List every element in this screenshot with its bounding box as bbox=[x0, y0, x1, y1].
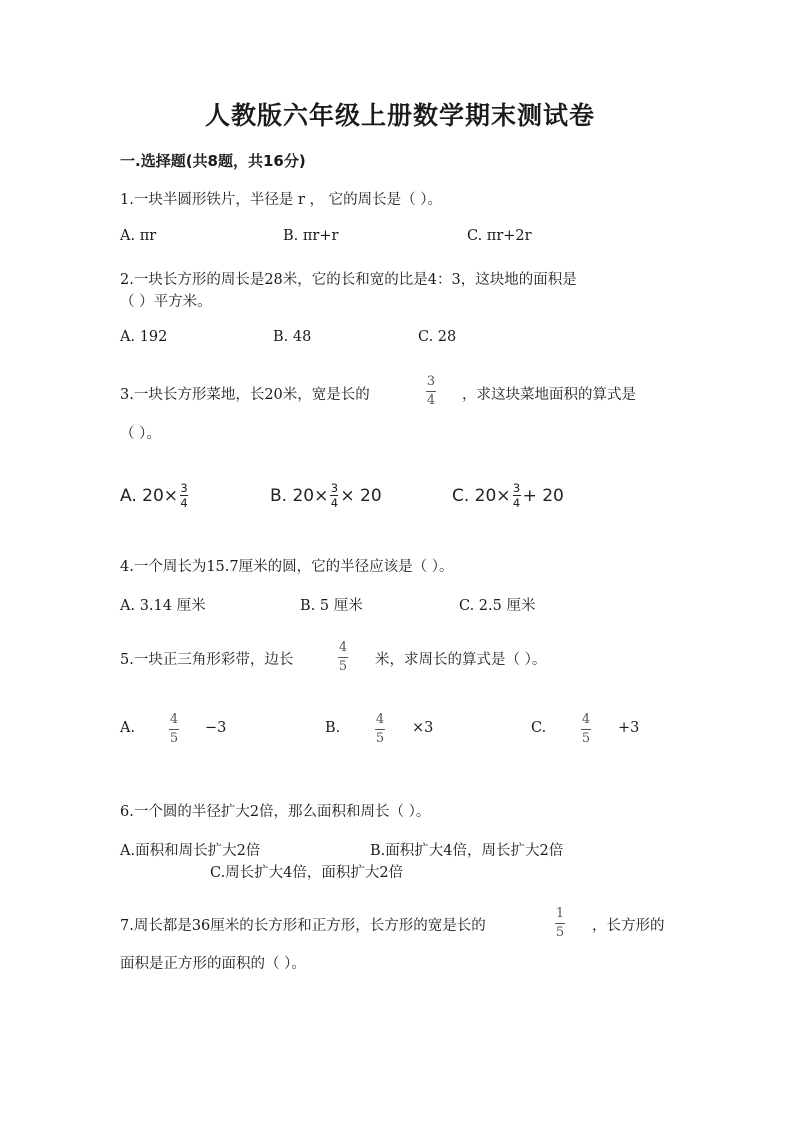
question-7-text-line2: 面积是正方形的面积的（ ）。 bbox=[120, 956, 306, 972]
fraction-denominator: 5 bbox=[338, 659, 348, 674]
fraction-bar bbox=[375, 729, 385, 730]
fraction-numerator: 4 bbox=[581, 712, 591, 727]
question-2-text-line2: （ ）平方米。 bbox=[120, 294, 212, 310]
question-1-text: 1.一块半圆形铁片，半径是 r ， 它的周长是（ ）。 bbox=[120, 192, 442, 208]
question-2-text-line1: 2.一块长方形的周长是28米，它的长和宽的比是4：3，这块地的面积是 bbox=[120, 272, 577, 288]
question-5-option-c-tail[interactable]: +3 bbox=[618, 720, 640, 736]
question-6-option-a[interactable]: A.面积和周长扩大2倍 bbox=[120, 843, 261, 859]
question-1-option-c[interactable]: C. πr+2r bbox=[467, 228, 532, 244]
fraction-numerator: 4 bbox=[169, 712, 179, 727]
question-5-option-b-tail[interactable]: ×3 bbox=[412, 720, 434, 736]
fraction-bar bbox=[581, 729, 591, 730]
question-3-option-b[interactable] bbox=[270, 482, 382, 509]
question-6-text: 6.一个圆的半径扩大2倍，那么面积和周长（ ）。 bbox=[120, 804, 431, 820]
option-expression: C. 20× bbox=[452, 485, 511, 506]
fraction-bar bbox=[426, 391, 436, 392]
question-7-fraction bbox=[555, 907, 565, 940]
fraction-denominator: 5 bbox=[169, 731, 179, 746]
question-5-option-a-label[interactable]: A. bbox=[120, 720, 136, 736]
fraction-denominator: 5 bbox=[555, 925, 565, 940]
fraction-numerator: 3 bbox=[512, 481, 521, 495]
question-2-option-c[interactable]: C. 28 bbox=[418, 329, 457, 345]
option-expression-tail: × 20 bbox=[340, 485, 382, 506]
question-2-option-b[interactable]: B. 48 bbox=[273, 329, 312, 345]
question-3-text-line2: （ ）。 bbox=[120, 426, 161, 442]
question-5-option-a-fraction bbox=[169, 713, 179, 746]
fraction-numerator: 4 bbox=[375, 712, 385, 727]
question-3-option-c[interactable] bbox=[452, 482, 564, 509]
question-5-option-b-fraction bbox=[375, 713, 385, 746]
question-7-text-post: ，长方形的 bbox=[592, 918, 665, 934]
question-5-fraction bbox=[338, 641, 348, 674]
fraction-denominator: 4 bbox=[180, 496, 188, 510]
question-7-text-pre: 7.周长都是36厘米的长方形和正方形，长方形的宽是长的 bbox=[120, 918, 486, 934]
fraction-denominator: 4 bbox=[512, 496, 521, 510]
fraction-numerator: 3 bbox=[426, 374, 436, 389]
fraction-numerator: 1 bbox=[555, 906, 565, 921]
question-5-text-post: 米，求周长的算式是（ ）。 bbox=[375, 652, 547, 668]
option-expression: B. 20× bbox=[270, 485, 329, 506]
question-4-option-b[interactable]: B. 5 厘米 bbox=[300, 598, 363, 614]
question-5-option-b-label[interactable]: B. bbox=[325, 720, 341, 736]
option-fraction bbox=[513, 482, 521, 509]
fraction-denominator: 5 bbox=[581, 731, 591, 746]
option-expression-tail: + 20 bbox=[522, 485, 564, 506]
question-4-option-a[interactable]: A. 3.14 厘米 bbox=[120, 598, 206, 614]
fraction-bar bbox=[555, 923, 565, 924]
fraction-bar bbox=[169, 729, 179, 730]
question-5-option-c-fraction bbox=[581, 713, 591, 746]
question-5-text-pre: 5.一块正三角形彩带，边长 bbox=[120, 652, 294, 668]
question-3-text-post: ，求这块菜地面积的算式是 bbox=[462, 387, 636, 403]
option-fraction bbox=[180, 482, 188, 509]
question-6-option-c[interactable]: C.周长扩大4倍，面积扩大2倍 bbox=[210, 865, 404, 881]
question-3-text-pre: 3.一块长方形菜地，长20米，宽是长的 bbox=[120, 387, 370, 403]
fraction-denominator: 4 bbox=[426, 393, 436, 408]
question-2-option-a[interactable]: A. 192 bbox=[120, 329, 168, 345]
fraction-numerator: 3 bbox=[180, 481, 188, 495]
question-1-option-b[interactable]: B. πr+r bbox=[283, 228, 339, 244]
fraction-bar bbox=[338, 657, 348, 658]
option-fraction bbox=[330, 482, 338, 509]
option-expression: A. 20× bbox=[120, 485, 179, 506]
question-3-option-a[interactable] bbox=[120, 482, 190, 509]
question-4-text: 4.一个周长为15.7厘米的圆，它的半径应该是（ ）。 bbox=[120, 559, 454, 575]
fraction-numerator: 4 bbox=[338, 640, 348, 655]
question-4-option-c[interactable]: C. 2.5 厘米 bbox=[459, 598, 536, 614]
fraction-numerator: 3 bbox=[330, 481, 339, 495]
question-5-option-c-label[interactable]: C. bbox=[531, 720, 547, 736]
question-6-option-b[interactable]: B.面积扩大4倍，周长扩大2倍 bbox=[370, 843, 564, 859]
page-title: 人教版六年级上册数学期末测试卷 bbox=[204, 101, 595, 130]
fraction-denominator: 5 bbox=[375, 731, 385, 746]
question-5-option-a-tail[interactable]: −3 bbox=[205, 720, 227, 736]
section-heading: 一.选择题(共8题，共16分) bbox=[120, 152, 306, 170]
question-1-option-a[interactable]: A. πr bbox=[120, 228, 157, 244]
question-3-fraction bbox=[426, 375, 436, 408]
fraction-denominator: 4 bbox=[330, 496, 339, 510]
